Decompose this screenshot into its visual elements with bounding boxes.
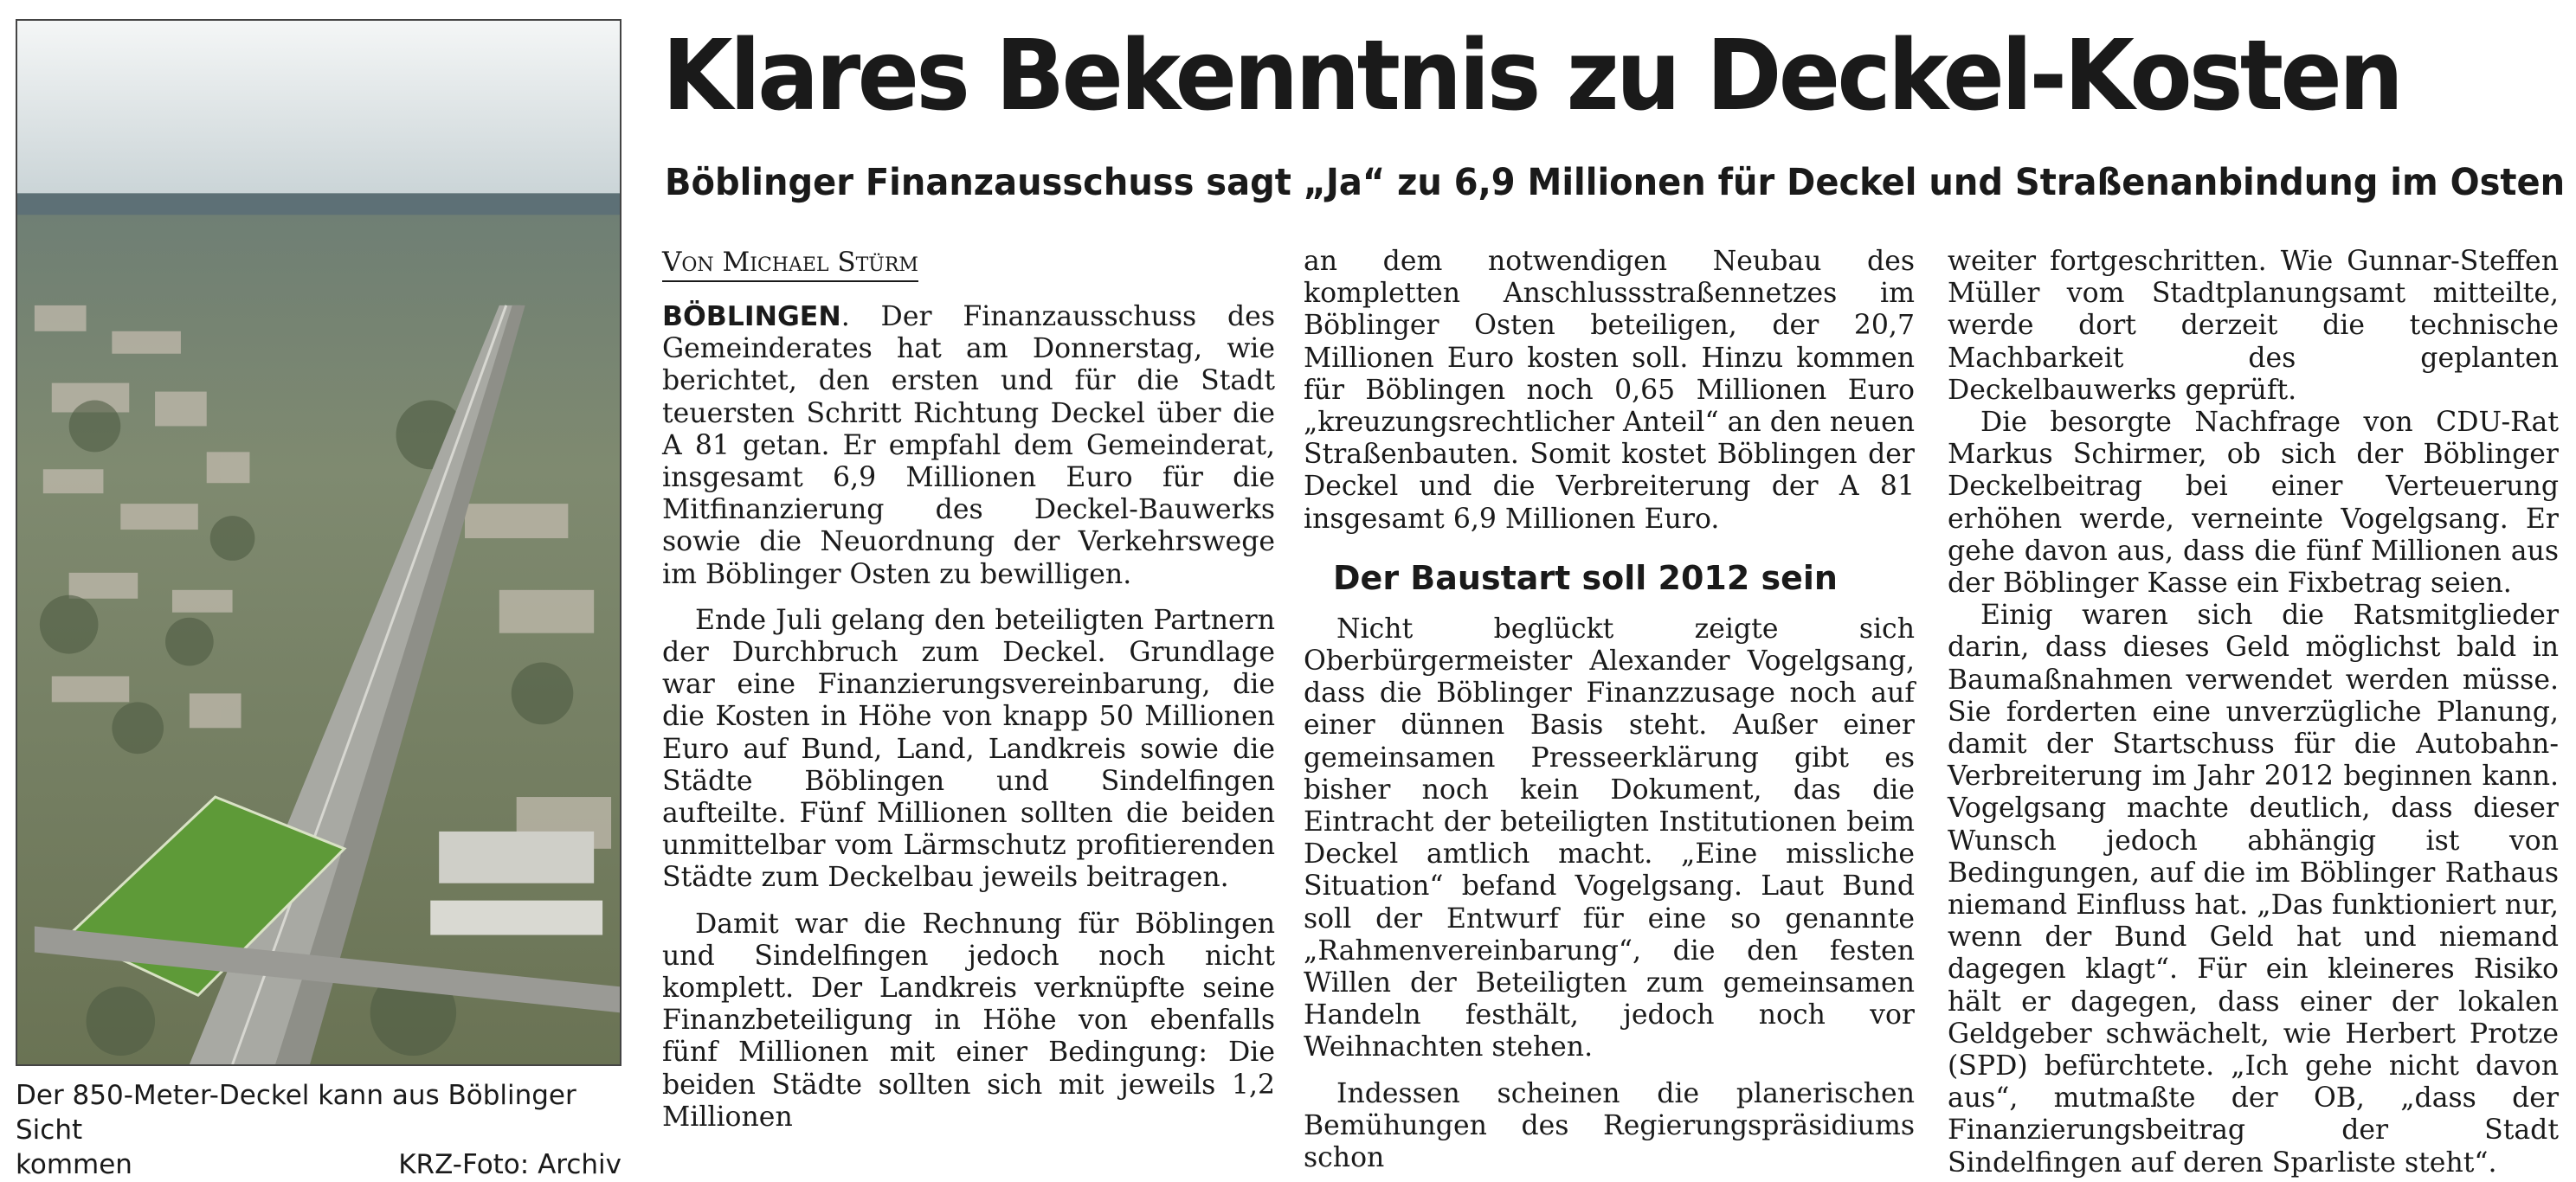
article-paragraph: Damit war die Rechnung für Böblingen und Sindelfingen jedoch noch nicht komplett. Der Landkreis verknüpfte seine Finanzbeteiligung in Höhe von ebenfalls fünf Millionen mit einer Bedingung: Die beiden Städte sollten sich mit jeweils 1,2 Millionen	[662, 908, 1275, 1133]
article-paragraph	[662, 301, 1275, 591]
photo-caption-line2: kommen	[16, 1149, 132, 1180]
article-paragraph: Die besorgte Nachfrage von CDU-Rat Markus Schirmer, ob sich der Böblinger Deckelbeitrag bei einer Verteuerung erhöhen werde, verneinte Vogelgsang. Er gehe davon aus, dass die fünf Millionen aus der Böblinger Kasse ein Fixbetrag seien.	[1948, 407, 2559, 600]
article-paragraph-text: . Der Finanzausschuss des Gemeinderates hat am Donnerstag, wie berichtet, den ersten und für die Stadt teuersten Schritt Richtung Deckel über die A 81 getan. Er empfahl dem Gemeinderat, insgesamt 6,9 Millionen Euro für die Mitfinanzierung des Deckel-Bauwerks sowie die Neuordnung der Verkehrswege im Böblinger Osten zu bewilligen.	[662, 301, 1275, 590]
article-paragraph: Einig waren sich die Ratsmitglieder darin, dass dieses Geld möglichst bald in Baumaßnahmen verwendet werden müsse. Sie forderten eine unverzügliche Planung, damit der Startschuss für die Autobahn-Verbreiterung im Jahr 2012 beginnen kann. Vogelgsang machte deutlich, dass dieser Wunsch jedoch abhängig ist von Bedingungen, auf die im Böblinger Rathaus niemand Einfluss hat. „Das funktioniert nur, wenn der Bund Geld hat und niemand dagegen klagt“. Für ein kleineres Risiko hält er dagegen, dass einer der lokalen Geldgeber schwächelt, wie Herbert Protze (SPD) befürchtete. „Ich gehe nicht davon aus“, mutmaßte der OB, „dass der Finanzierungsbeitrag der Stadt Sindelfingen auf deren Sparliste steht“.	[1948, 600, 2559, 1179]
article-paragraph: weiter fortgeschritten. Wie Gunnar-Steffen Müller vom Stadtplanungsamt mitteilte, werde dort derzeit die technische Machbarkeit des geplanten Deckelbauwerks geprüft.	[1948, 246, 2559, 406]
article-column-3	[1948, 246, 2559, 1179]
article-paragraph: Ende Juli gelang den beteiligten Partnern der Durchbruch zum Deckel. Grundlage war eine Finanzierungsvereinbarung, die die Kosten in Höhe von knapp 50 Millionen Euro auf Bund, Land, Landkreis sowie die Städte Böblingen und Sindelfingen aufteilte. Fünf Millionen sollten die beiden unmittelbar vom Lärmschutz profitierenden Städte zum Deckelbau jeweils beitragen.	[662, 604, 1275, 894]
article-subheadline: Böblinger Finanzausschuss sagt „Ja“ zu 6,9 Millionen für Deckel und Straßenanbindung im Osten	[665, 161, 2566, 204]
article-column-2	[1304, 246, 1915, 1174]
photo-credit: KRZ-Foto: Archiv	[398, 1149, 621, 1180]
article-column-1	[662, 246, 1275, 1134]
article-byline: Von Michael Stürm	[662, 246, 918, 282]
article-subhead: Der Baustart soll 2012 sein	[1333, 558, 1838, 597]
photo-caption	[16, 1078, 621, 1182]
article-headline: Klares Bekenntnis zu Deckel-Kosten	[662, 20, 2401, 132]
aerial-photo-illustration	[17, 21, 620, 1064]
aerial-photo	[16, 19, 621, 1066]
photo-caption-line1: Der 850-Meter-Deckel kann aus Böblinger Sicht	[16, 1080, 576, 1146]
article-paragraph: an dem notwendigen Neubau des kompletten Anschlussstraßennetzes im Böblinger Osten beteiligen, der 20,7 Millionen Euro kosten soll. Hinzu kommen für Böblingen noch 0,65 Millionen Euro „kreuzungsrechtlicher Anteil“ an den neuen Straßenbauten. Somit kostet Böblingen der Deckel und die Verbreiterung der A 81 insgesamt 6,9 Millionen Euro.	[1304, 246, 1915, 535]
article-paragraph: Indessen scheinen die planerischen Bemühungen des Regierungspräsidiums schon	[1304, 1077, 1915, 1174]
article-paragraph: Nicht beglückt zeigte sich Oberbürgermeister Alexander Vogelgsang, dass die Böblinger Finanzzusage noch auf einer dünnen Basis steht. Außer einer gemeinsamen Presseerklärung gibt es bisher noch kein Dokument, das die Eintracht der beteiligten Institutionen beim Deckel amtlich macht. „Eine missliche Situation“ befand Vogelgsang. Laut Bund soll der Entwurf für eine so genannte „Rahmenvereinbarung“, die den festen Willen der Beteiligten zum gemeinsamen Handeln festhält, jedoch noch vor Weihnachten stehen.	[1304, 613, 1915, 1063]
article-dateline: BÖBLINGEN	[662, 301, 841, 332]
